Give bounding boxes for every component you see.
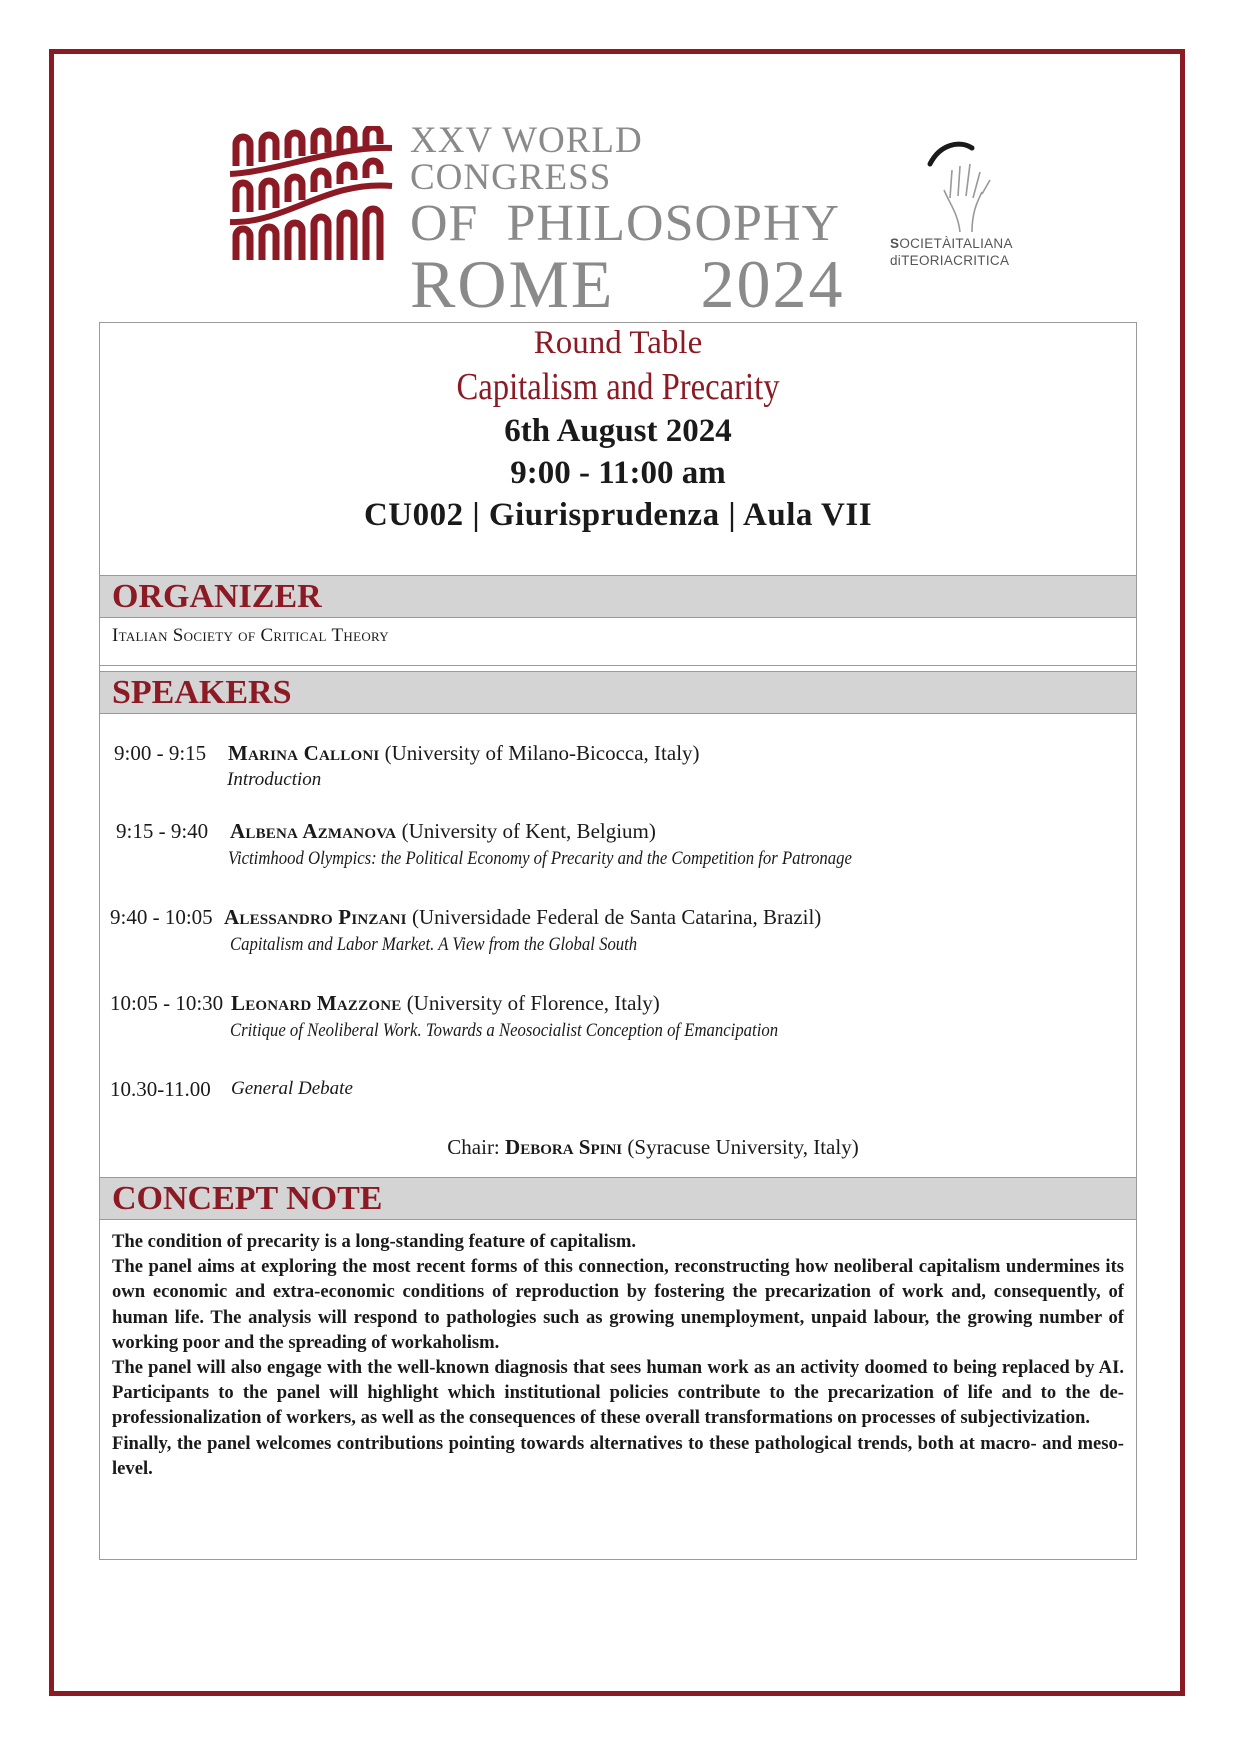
concept-paragraph: The panel will also engage with the well-known diagnosis that sees human work as an activity doomed to being replaced by AI. Participants to the panel will highlight which institutional policies contribute to the precarization of life and to the de-professionalization of workers, as well as the consequences of these overall transformations on processes of subjectivization. [112, 1357, 1124, 1429]
chair-affiliation: (Syracuse University, Italy) [622, 1135, 859, 1159]
organizer-heading: ORGANIZER [100, 575, 1136, 618]
speakers-heading: SPEAKERS [100, 671, 1136, 714]
speaker-affiliation: (Universidade Federal de Santa Catarina, Brazil) [406, 905, 822, 929]
talk-title: Introduction [227, 769, 322, 790]
speaker-name: Marina Calloni [228, 741, 380, 765]
logo-line-1: XXV WORLD CONGRESS [410, 120, 643, 198]
speaker-name: Leonard Mazzone [231, 991, 402, 1015]
speaker-main [224, 905, 821, 930]
society-logo-text [890, 236, 1013, 270]
logo-line-2: OF PHILOSOPHY [410, 195, 841, 252]
event-time: 9:00 - 11:00 am [510, 455, 726, 491]
colosseum-arches-icon [226, 126, 396, 266]
concept-note [112, 1229, 1124, 1481]
congress-logo-text [410, 120, 846, 322]
hand-logo-icon [910, 134, 1030, 234]
talk-title: Capitalism and Labor Market. A View from the Global South [230, 934, 638, 955]
speaker-time: 9:15 - 9:40 [116, 819, 209, 843]
event-type: Round Table [533, 325, 703, 361]
speaker-affiliation: (University of Kent, Belgium) [396, 819, 656, 843]
speaker-affiliation: (University of Florence, Italy) [401, 991, 660, 1015]
logo-line-3: ROME 2024 [410, 246, 845, 322]
chair-label: Chair: [447, 1135, 506, 1159]
speaker-time: 9:00 - 9:15 [114, 741, 207, 765]
event-location: CU002 | Giurisprudenza | Aula VII [363, 497, 873, 533]
society-logo [890, 134, 1040, 284]
talk-title: Critique of Neoliberal Work. Towards a Neosocialist Conception of Emancipation [230, 1020, 779, 1041]
organizer-name: Italian Society of Critical Theory [112, 625, 389, 646]
speaker-main [228, 741, 700, 766]
speaker-time: 10.30-11.00 [110, 1077, 211, 1101]
society-logo-initial: S [890, 236, 900, 251]
speaker-main [230, 819, 656, 844]
speaker-time: 9:40 - 10:05 [110, 905, 213, 929]
congress-logo [226, 120, 846, 322]
event-date: 6th August 2024 [504, 413, 732, 449]
talk-title: Victimhood Olympics: the Political Economy of Precarity and the Competition for Patronage [228, 848, 852, 869]
event-title: Capitalism and Precarity [456, 366, 780, 408]
speaker-name: Alessandro Pinzani [224, 905, 407, 929]
concept-paragraph: Finally, the panel welcomes contributions pointing towards alternatives to these pathological trends, both at macro- and meso-level. [112, 1432, 1124, 1479]
society-logo-line-2: diTEORIACRITICA [890, 252, 1010, 268]
event-box [99, 322, 1137, 1560]
talk-title: General Debate [231, 1078, 353, 1099]
speaker-main [231, 991, 660, 1016]
concept-paragraph: The panel aims at exploring the most recent forms of this connection, reconstructing how neoliberal capitalism undermines its own economic and extra-economic conditions of reproduction by fostering the precarization of work and, consequently, of human life. The analysis will respond to pathologies such as growing unemployment, unpaid labour, the growing number of working poor and the spreading of workaholism. [112, 1256, 1124, 1353]
concept-paragraph: The condition of precarity is a long-standing feature of capitalism. [112, 1231, 637, 1252]
chair-name: Debora Spini [505, 1135, 623, 1159]
chair-line [100, 1135, 1136, 1160]
event-title-block [100, 323, 1136, 578]
speaker-name: Albena Azmanova [230, 819, 397, 843]
divider [100, 665, 1136, 666]
society-logo-line-1: OCIETÀITALIANA [899, 236, 1013, 251]
speaker-time: 10:05 - 10:30 [110, 991, 224, 1015]
speaker-affiliation: (University of Milano-Bicocca, Italy) [379, 741, 700, 765]
concept-heading: CONCEPT NOTE [100, 1177, 1136, 1220]
